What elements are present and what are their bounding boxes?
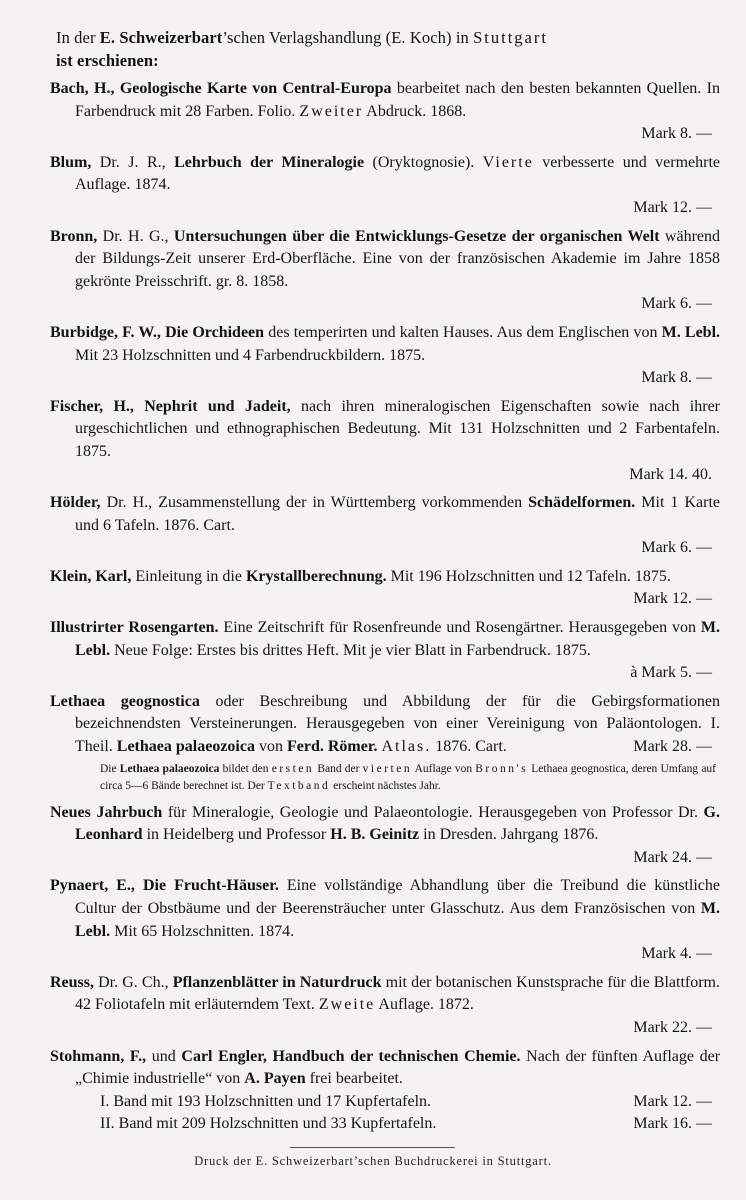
intro-suffix: ’schen Verlagshandlung (E. Koch) in xyxy=(222,28,474,47)
entry-author: Pynaert, E., xyxy=(50,877,135,895)
entry-text: in Heidelberg und Professor xyxy=(142,826,331,844)
publisher-name: E. Schweizerbart xyxy=(99,28,223,47)
entry-author: Lethaea geognostica xyxy=(50,692,200,710)
entry-text: Auflage. 1872. xyxy=(375,996,474,1014)
volume-label: I. Band mit 193 Holzschnitten und 17 Kupfertafeln. xyxy=(100,1092,432,1110)
entry-text: oder Beschreibung und Abbildung der für die Gebirgsformationen bezeichnendsten Versteinerungen. Herausgegeben von einer Vereinigung von Paläontologen. I. Theil. xyxy=(75,692,720,756)
entry-text: nach ihren mineralogischen Eigenschaften sowie nach ihrer urgeschichtlichen und ethnographischen Bedeutung. Mit 131 Holzschnitten und 2 Farbentafeln. 1875. xyxy=(75,397,721,460)
entry-text: Nach der fünften Auflage der „Chimie industrielle“ von xyxy=(75,1047,721,1088)
list-item xyxy=(50,972,720,1040)
entry-bold-text: Ferd. Römer. xyxy=(286,738,378,756)
entry-title: Die Orchideen xyxy=(165,323,265,341)
entry-text: Mit 65 Holzschnitten. 1874. xyxy=(110,922,295,940)
list-item xyxy=(50,566,720,611)
entry-author: Neues Jahrbuch xyxy=(50,803,163,821)
entry-bold-text: Lethaea palaeozoica xyxy=(116,738,255,756)
entry-author: Bronn, xyxy=(50,227,98,245)
note-spaced: Bronn's xyxy=(475,762,529,775)
entry-text: Mit 196 Holzschnitten und 12 Tafeln. 1875. xyxy=(386,567,671,585)
entry-price: Mark 14. 40. xyxy=(629,465,712,483)
list-item xyxy=(50,78,720,146)
entry-text: Dr. H. G., xyxy=(97,227,174,245)
note-text: Auflage von xyxy=(412,762,476,775)
entry-author: Illustrirter Rosengarten. xyxy=(50,619,219,637)
entry-author: Bach, H., xyxy=(50,80,115,97)
note-text: bildet den xyxy=(219,762,272,775)
entry-price: Mark 8. — xyxy=(641,125,712,143)
note-text: Band der xyxy=(314,762,363,775)
entry-spaced-text: Zweiter xyxy=(299,102,364,120)
entry-author: Klein, Karl, xyxy=(50,567,132,585)
entry-author: Hölder, xyxy=(50,494,101,512)
list-item xyxy=(50,492,720,560)
entry-price: à Mark 5. — xyxy=(630,664,712,682)
entry-text: während der Bildungs-Zeit unserer Erd-Oberfläche. Eine von der französischen Akademie im Jahre 1858 gekrönte Preisschrift. gr. 8. 1858. xyxy=(75,227,720,290)
entry-price: Mark 12. — xyxy=(633,590,712,608)
entry-author: Fischer, H., xyxy=(50,397,134,415)
volume-price: Mark 12. — xyxy=(633,1092,712,1110)
entry-title: Krystallberechnung. xyxy=(245,567,387,585)
note-bold: Lethaea palaeozoica xyxy=(119,762,220,775)
entry-price: Mark 22. — xyxy=(633,1018,712,1036)
entry-text: 1876. Cart. xyxy=(431,738,507,756)
entry-bold-text: M. Lebl. xyxy=(75,900,720,940)
note-text: Die xyxy=(100,762,120,775)
printer-imprint: Druck der E. Schweizerbart’schen Buchdruckerei in Stuttgart. xyxy=(194,1154,552,1168)
entry-text: verbesserte und vermehrte Auflage. 1874. xyxy=(75,153,721,194)
list-item xyxy=(50,1046,720,1091)
note-spaced: vierten xyxy=(362,762,413,775)
entry-title: Nephrit und Jadeit, xyxy=(144,397,291,415)
entry-footnote xyxy=(50,761,720,796)
intro-prefix: In der xyxy=(56,28,100,47)
volume-row xyxy=(50,1113,720,1136)
note-text: Lethaea geognostica, deren Umfang auf circa 5—6 Bände berechnet ist. Der xyxy=(100,762,717,793)
entry-title: Carl Engler, Handbuch der technischen Chemie. xyxy=(181,1047,521,1065)
list-item xyxy=(50,691,720,759)
entry-bold-text: A. Payen xyxy=(244,1070,306,1088)
publisher-announcement xyxy=(56,26,728,72)
list-item xyxy=(50,152,720,220)
entry-text: Abdruck. 1868. xyxy=(363,102,467,120)
entry-title: Untersuchungen über die Entwicklungs-Gesetze der organischen Welt xyxy=(173,227,660,245)
entry-bold-text: G. Leonhard xyxy=(75,803,720,844)
volume-price: Mark 16. — xyxy=(633,1115,712,1133)
entry-author: Reuss, xyxy=(50,973,95,991)
entry-price: Mark 4. — xyxy=(641,945,712,963)
note-spaced: ersten xyxy=(271,762,315,775)
entry-bold-text: H. B. Geinitz xyxy=(330,826,420,844)
entry-text: Dr. H., Zusammenstellung der in Württemberg vorkommenden xyxy=(100,494,529,512)
entry-text: Dr. G. Ch., xyxy=(94,973,173,991)
entry-spaced-text: Vierte xyxy=(482,153,534,171)
entry-spaced-text: Zweite xyxy=(318,996,376,1014)
entry-author: Stohmann, F., xyxy=(50,1047,147,1065)
list-item xyxy=(50,617,720,685)
entry-title: Die Frucht-Häuser. xyxy=(142,877,279,895)
entry-text: bearbeitet nach den besten bekannten Quellen. In Farbendruck mit 28 Farben. Folio. xyxy=(75,80,720,120)
entry-text: (Oryktognosie). xyxy=(364,153,483,171)
entry-text: des temperirten und kalten Hauses. Aus dem Englischen von xyxy=(264,323,662,341)
note-spaced: Textband xyxy=(267,780,331,793)
note-text: erscheint nächstes Jahr. xyxy=(330,780,441,793)
entry-text: Eine Zeitschrift für Rosenfreunde und Rosengärtner. Herausgegeben von xyxy=(218,619,701,637)
volume-label: II. Band mit 209 Holzschnitten und 33 Kupfertafeln. xyxy=(100,1115,437,1133)
entry-price: Mark 12. — xyxy=(633,198,712,216)
entry-text: frei bearbeitet. xyxy=(305,1070,403,1088)
footer-divider xyxy=(290,1147,455,1148)
list-item xyxy=(50,802,720,870)
entry-price: Mark 28. — xyxy=(633,738,712,756)
entry-title: Schädelformen. xyxy=(528,494,636,512)
entry-bold-text: M. Lebl. xyxy=(75,619,721,659)
entry-title: Pflanzenblätter in Naturdruck xyxy=(172,973,382,991)
entry-text: Mit 23 Holzschnitten und 4 Farbendruckbildern. 1875. xyxy=(75,346,426,364)
entry-price: Mark 8. — xyxy=(641,369,712,387)
entry-author: Blum, xyxy=(50,153,92,171)
entry-title: Geologische Karte von Central-Europa xyxy=(119,80,392,97)
entry-price: Mark 24. — xyxy=(633,848,712,866)
entry-text: Eine vollständige Abhandlung über die Treibund die künstliche Cultur der Obstbäume und der Beerensträucher unter Glasschutz. Aus dem Französischen von xyxy=(75,877,721,917)
entry-title: Lehrbuch der Mineralogie xyxy=(174,153,365,171)
entry-text: in Dresden. Jahrgang 1876. xyxy=(419,826,599,844)
entry-price: Mark 6. — xyxy=(641,539,712,557)
entry-text: für Mineralogie, Geologie und Palaeontologie. Herausgegeben von Professor Dr. xyxy=(162,803,704,821)
intro-line2: ist erschienen: xyxy=(56,51,159,70)
list-item xyxy=(50,875,720,965)
entry-text: Dr. J. R., xyxy=(91,153,175,171)
volume-row xyxy=(50,1091,720,1114)
list-item xyxy=(50,322,720,390)
book-list xyxy=(50,78,720,1136)
publisher-city: Stuttgart xyxy=(473,28,548,47)
list-item xyxy=(50,226,720,316)
entry-text: und xyxy=(146,1047,182,1065)
entry-text: Einleitung in die xyxy=(131,567,246,585)
list-item xyxy=(50,396,720,486)
entry-price: Mark 6. — xyxy=(641,295,712,313)
entry-author: Burbidge, F. W., xyxy=(50,323,161,341)
entry-spaced-text: Atlas. xyxy=(381,738,432,756)
entry-text: mit der botanischen Kunstsprache für die Blattform. 42 Foliotafeln mit erläuterndem Text. xyxy=(75,973,720,1014)
entry-bold-text: M. Lebl. xyxy=(661,323,721,341)
entry-text: von xyxy=(254,738,287,756)
entry-text: Neue Folge: Erstes bis drittes Heft. Mit je vier Blatt in Farbendruck. 1875. xyxy=(110,641,591,659)
entry-text: Mit 1 Karte und 6 Tafeln. 1876. Cart. xyxy=(75,494,721,534)
